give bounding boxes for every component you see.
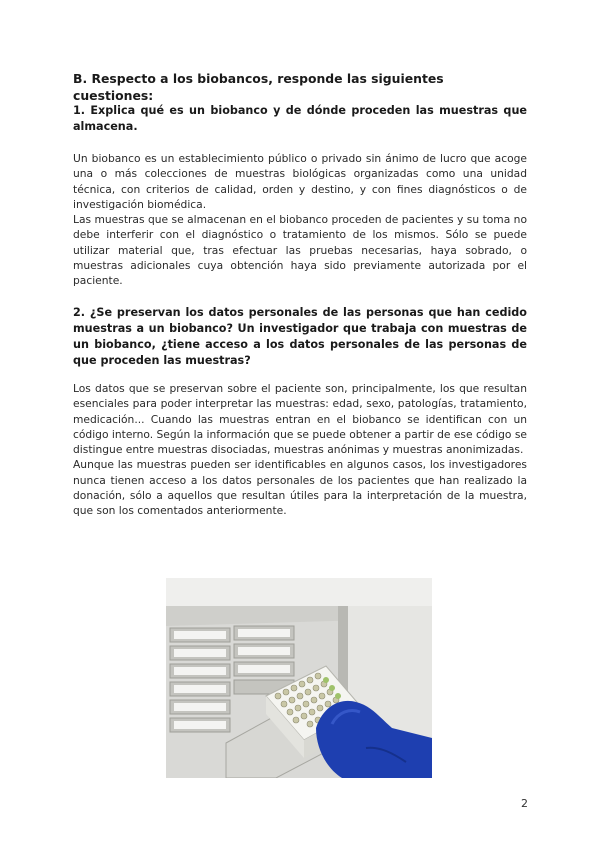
answer-1: [73, 151, 527, 289]
question-2: 2. ¿Se preservan los datos personales de las personas que han cedido muestras a un biobanco? Un investigador que trabaja con muestras de un biobanco, ¿tiene acceso a los datos personales de las personas de que proceden las muestras?: [73, 306, 527, 367]
question-1: 1. Explica qué es un biobanco y de dónde proceden las muestras que almacena.: [73, 104, 527, 133]
section-title: B. Respecto a los biobancos, responde las siguientes cuestiones:: [73, 71, 444, 103]
answer-1-paragraph-2: Las muestras que se almacenan en el biobanco proceden de pacientes y su toma no debe interferir con el diagnóstico o tratamiento de los mismos. Sólo se puede utilizar material que, tras efectuar las pruebas necesarias, haya sobrado, o muestras adicionales cuya obtención haya sido previamente autorizada por el paciente.: [73, 213, 527, 288]
biobank-freezer-photo: [166, 578, 432, 778]
answer-2-paragraph-1: Los datos que se preservan sobre el paciente son, principalmente, los que resultan esenciales para poder interpretar las muestras: edad, sexo, patologías, tratamiento, medicación... Cuando las muestras entran en el biobanco se identifican con un código interno. Según la información que se puede obtener a partir de ese código se distingue entre muestras disociadas, muestras anónimas y muestras anonimizadas.: [73, 382, 528, 457]
answer-1-paragraph-1: Un biobanco es un establecimiento público o privado sin ánimo de lucro que acoge una o más colecciones de muestras biológicas organizadas como una unidad técnica, con criterios de calidad, orden y destino, y con fines diagnósticos o de investigación biomédica.: [73, 152, 527, 211]
page-number: 2: [521, 797, 528, 810]
answer-2: [73, 381, 527, 519]
answer-2-paragraph-2: Aunque las muestras pueden ser identificables en algunos casos, los investigadores nunca tienen acceso a los datos personales de los pacientes que han realizado la donación, sólo a aquellos que resultan útiles para la interpretación de la muestra, que son los comentados anteriormente.: [73, 458, 527, 518]
